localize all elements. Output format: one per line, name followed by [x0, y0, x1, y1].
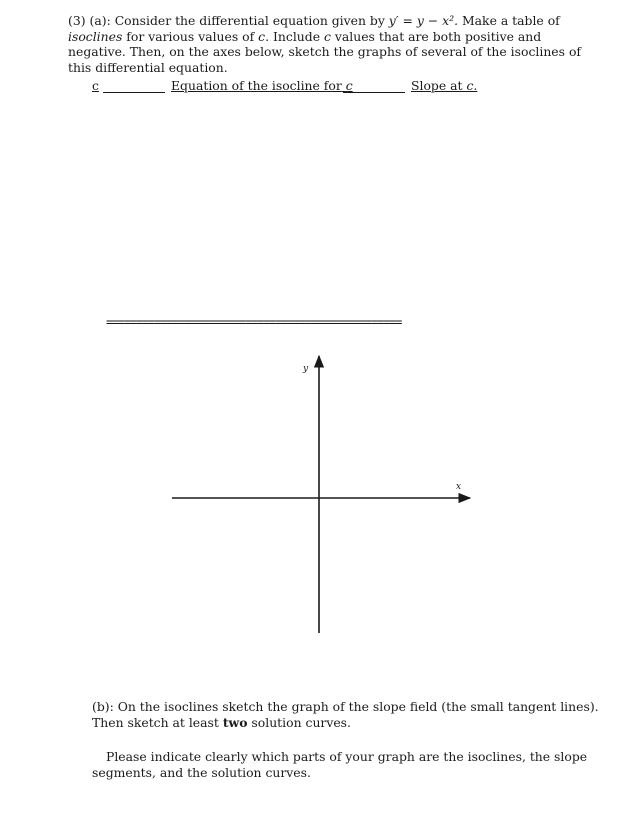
instruction-note-text: Please indicate clearly which parts of your graph are the isoclines, the slope segments, and the solution curves. [92, 749, 588, 780]
part-a-text-1: Consider the differential equation given by [114, 13, 385, 28]
table-header-equation-var: c [345, 78, 353, 93]
part-b-bold-word: two [222, 714, 248, 730]
part-b-text-1: On the isoclines sketch the graph of the slope field (the small tangent lines). Then sketch at least [92, 699, 599, 730]
part-b-paragraph [92, 699, 602, 730]
part-a-text-5: values that are both positive and negative. Then, on the axes below, sketch the graphs of several of the isoclines of this differential equation. [68, 28, 581, 75]
part-a-text-2: Make a table of [461, 13, 560, 28]
isoclines-term: isoclines [68, 28, 123, 44]
c-variable: c [258, 28, 266, 44]
part-b-text-2: solution curves. [251, 714, 351, 730]
c-variable-2: c [323, 28, 331, 44]
part-b-label: (b): [92, 699, 114, 714]
part-a-text-4: . Include [265, 28, 321, 44]
table-header-c: c [92, 78, 99, 93]
part-a-text-3: for various values of [126, 28, 255, 44]
separator-line: ================================================= [106, 315, 402, 329]
part-a-label: (a): [89, 13, 111, 28]
table-header-slope-text: Slope at [411, 78, 463, 93]
problem-number: (3) [68, 13, 86, 28]
y-axis-label: y [303, 364, 309, 374]
x-axis-label: x [456, 482, 462, 492]
instruction-note [92, 749, 602, 780]
table-header-slope-var: c. [466, 78, 478, 93]
differential-equation: y′ = y − x². [388, 13, 459, 28]
table-header-equation-text: Equation of the isocline for [171, 78, 342, 93]
